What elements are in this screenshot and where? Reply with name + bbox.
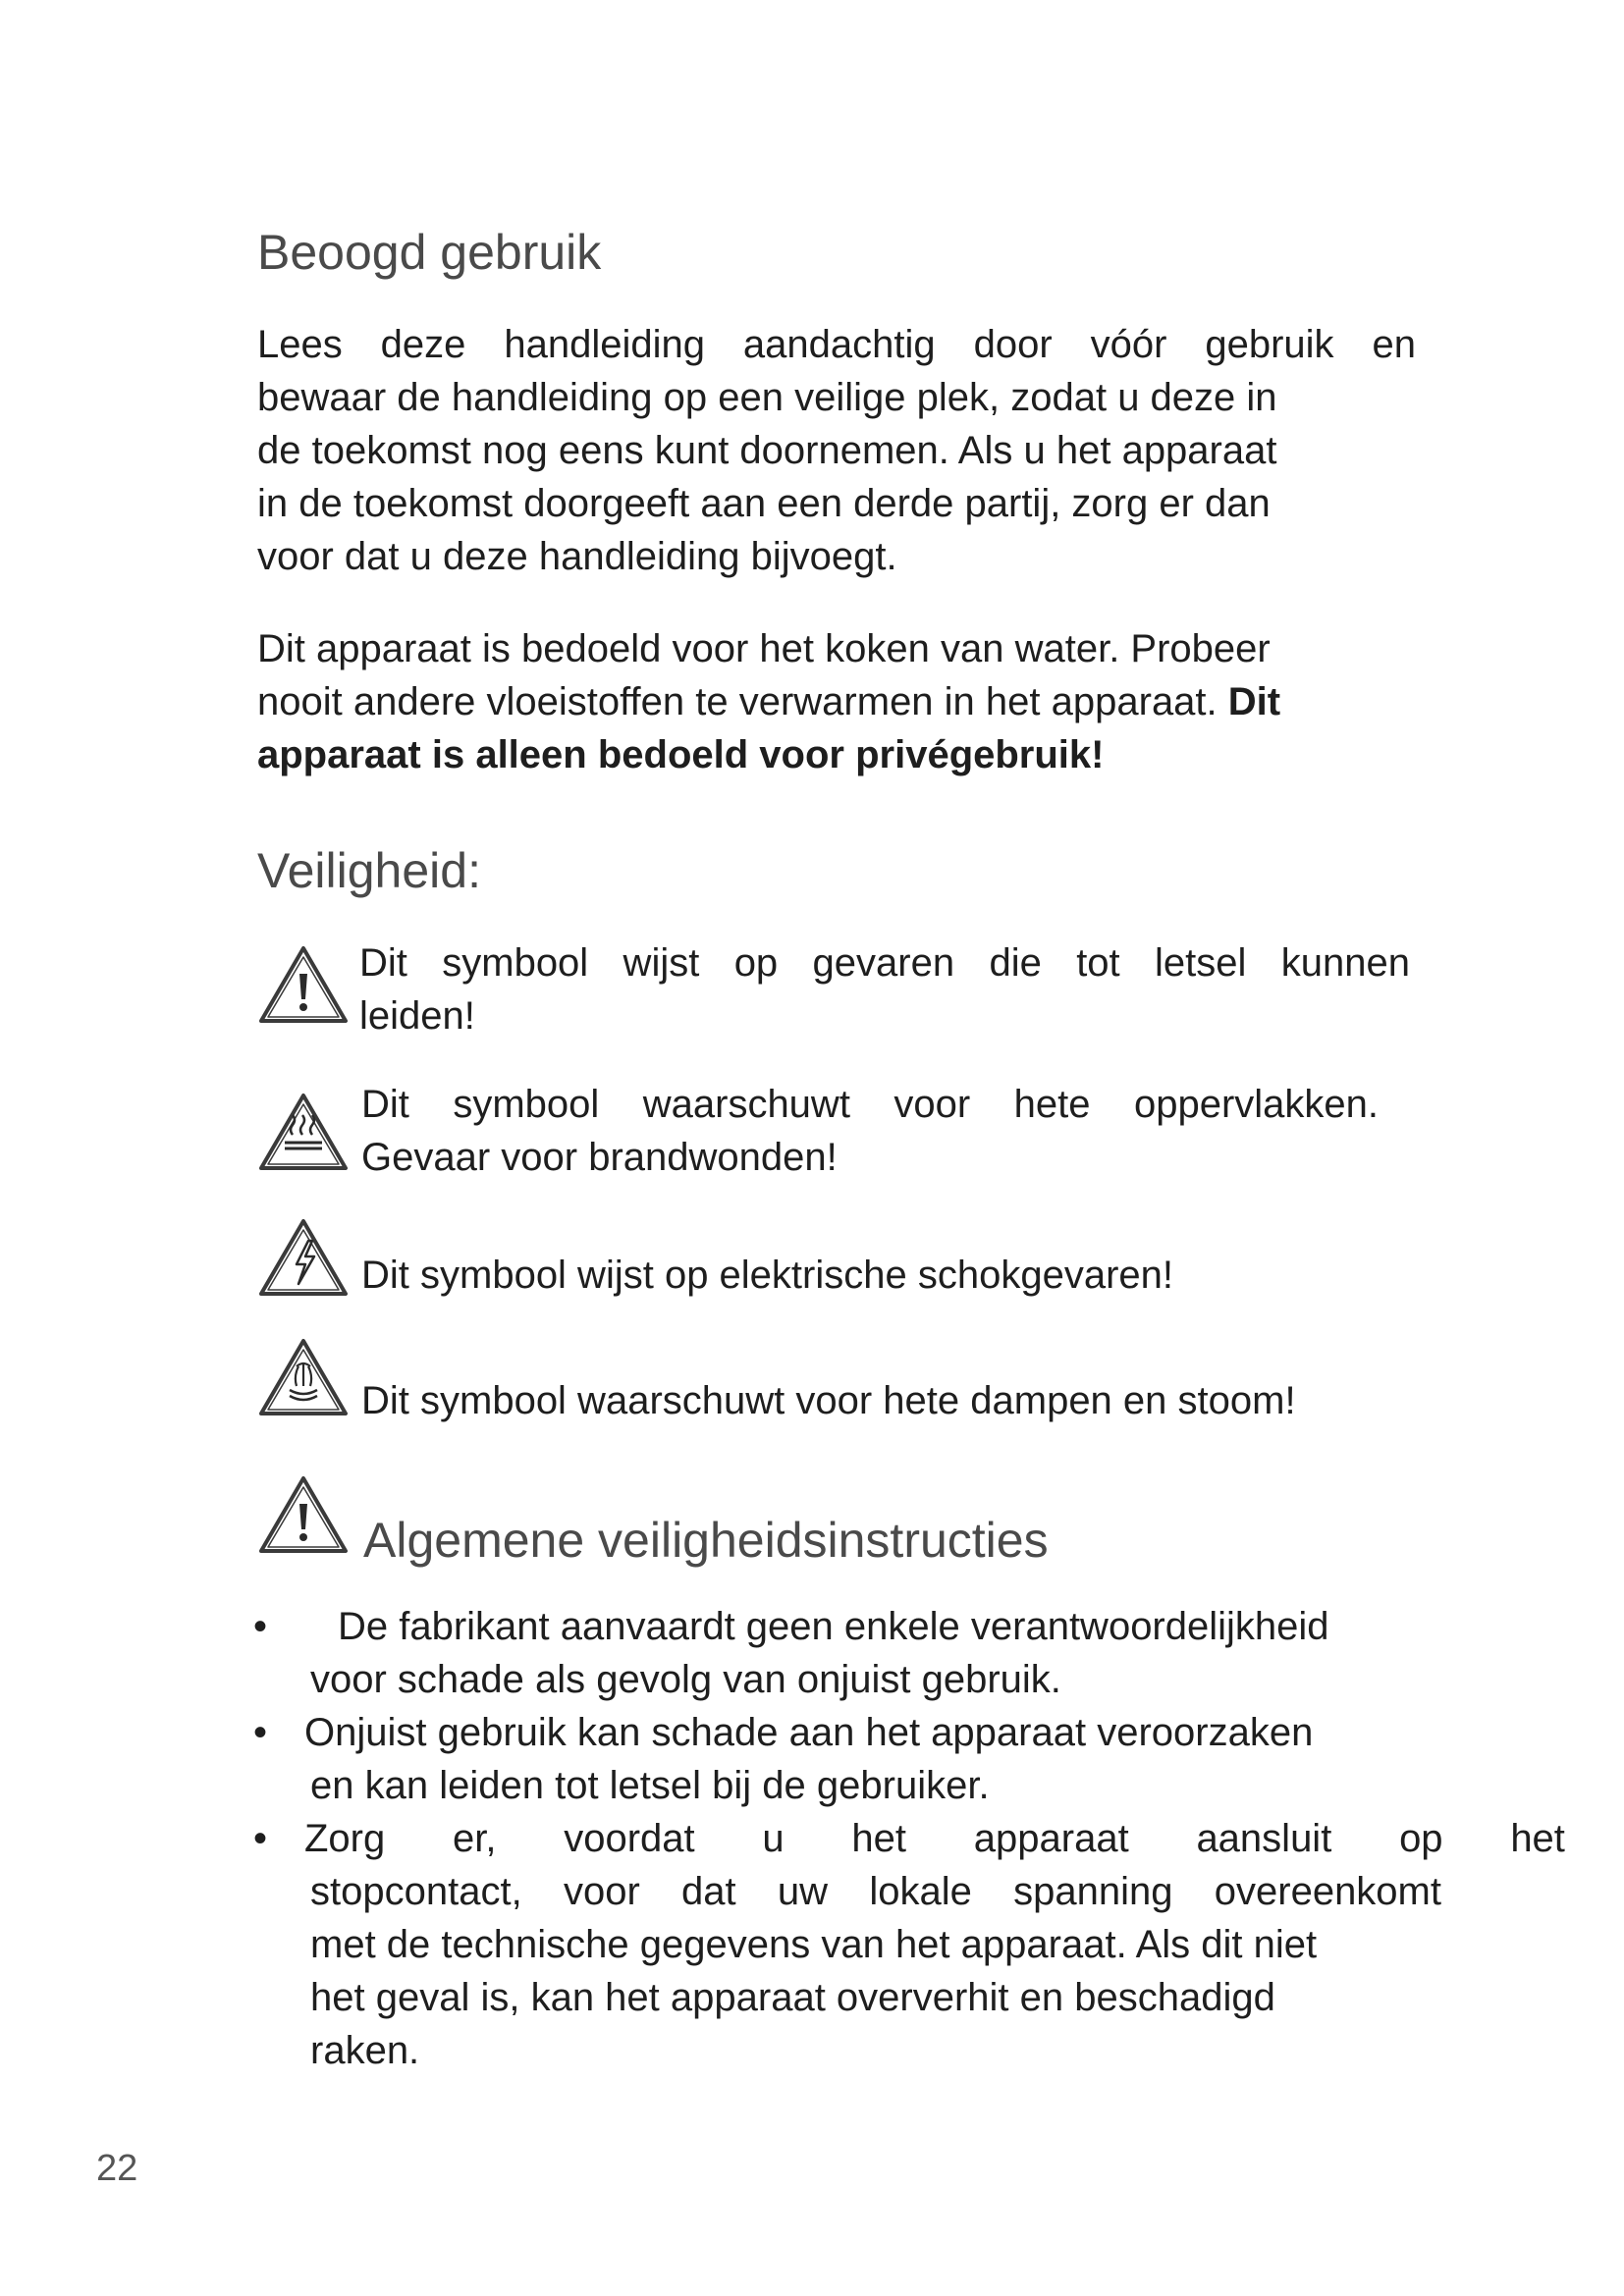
symbol-description-steam [361,1374,1296,1427]
bullet-word: het [1510,1817,1565,1860]
paragraph-line: de toekomst nog eens kunt doornemen. Als u het apparaat [257,429,1277,472]
page-number: 22 [96,2148,138,2189]
paragraph-line: in de toekomst doorgeeft aan een derde partij, zorg er dan [257,482,1271,525]
symbol-description-electric [361,1249,1173,1302]
private-use-emphasis: Dit [1227,680,1281,723]
paragraph-line: Lees deze handleiding aandachtig door vóór gebruik en [257,323,1416,366]
bullet-word: op [1399,1817,1443,1860]
section-heading-safety: Veiligheid: [257,843,481,898]
paragraph-text: nooit andere vloeistoffen te verwarmen in het apparaat. [257,680,1218,723]
symbol-text-line: Dit symbool waarschuwt voor hete dampen en stoom! [361,1379,1296,1422]
bullet-text-line: en kan leiden tot letsel bij de gebruiker. [310,1764,990,1807]
symbol-text-line: leiden! [359,994,475,1038]
paragraph-line: bewaar de handleiding op een veilige plek, zodat u deze in [257,376,1277,419]
bullet-word: aansluit [1196,1817,1332,1860]
hot-surface-warning-icon [257,1092,350,1172]
symbol-text-line: Dit symbool wijst op elektrische schokgevaren! [361,1254,1174,1297]
bullet-text-line: De fabrikant aanvaardt geen enkele verantwoordelijkheid [338,1605,1329,1648]
bullet-marker: • [253,1711,268,1754]
private-use-emphasis: apparaat is alleen bedoeld voor privégebruik! [257,733,1105,776]
bullet-text-line: met de technische gegevens van het apparaat. Als dit niet [310,1923,1318,1966]
bullet-word: apparaat [973,1817,1129,1860]
symbol-text-line: Gevaar voor brandwonden! [361,1136,838,1179]
intended-use-paragraph-2 [257,622,1416,781]
paragraph-line: voor dat u deze handleiding bijvoegt. [257,535,897,578]
bullet-marker: • [253,1817,268,1860]
intended-use-paragraph-1 [257,318,1416,583]
section-heading-intended-use: Beoogd gebruik [257,225,602,280]
symbol-description-hot-surface [361,1078,1379,1184]
bullet-text-line [304,1812,1565,1865]
hot-steam-warning-icon [257,1337,350,1417]
bullet-word: er, [453,1817,497,1860]
symbol-text-line: Dit symbool wijst op gevaren die tot letsel kunnen [359,941,1410,985]
symbol-description-injury [359,936,1410,1042]
bullet-text-line: Onjuist gebruik kan schade aan het apparaat veroorzaken [304,1711,1314,1754]
paragraph-line: Dit apparaat is bedoeld voor het koken van water. Probeer [257,627,1271,670]
bullet-text-line: het geval is, kan het apparaat oververhit en beschadigd [310,1976,1275,2019]
exclamation-warning-icon [257,1474,350,1555]
bullet-text-line: voor schade als gevolg van onjuist gebruik. [310,1658,1061,1701]
bullet-word: het [851,1817,907,1860]
exclamation-warning-icon [257,944,350,1025]
bullet-marker: • [253,1605,268,1648]
symbol-text-line: Dit symbool waarschuwt voor hete oppervlakken. [361,1083,1379,1126]
bullet-word: u [762,1817,785,1860]
bullet-word: voordat [564,1817,695,1860]
bullet-word: Zorg [304,1817,386,1860]
bullet-text-line: stopcontact, voor dat uw lokale spanning overeenkomt [310,1870,1441,1913]
paragraph-line [257,675,1416,728]
bullet-text-line: raken. [310,2029,420,2072]
electric-shock-warning-icon [257,1217,350,1298]
section-heading-general-safety: Algemene veiligheidsinstructies [363,1513,1049,1568]
